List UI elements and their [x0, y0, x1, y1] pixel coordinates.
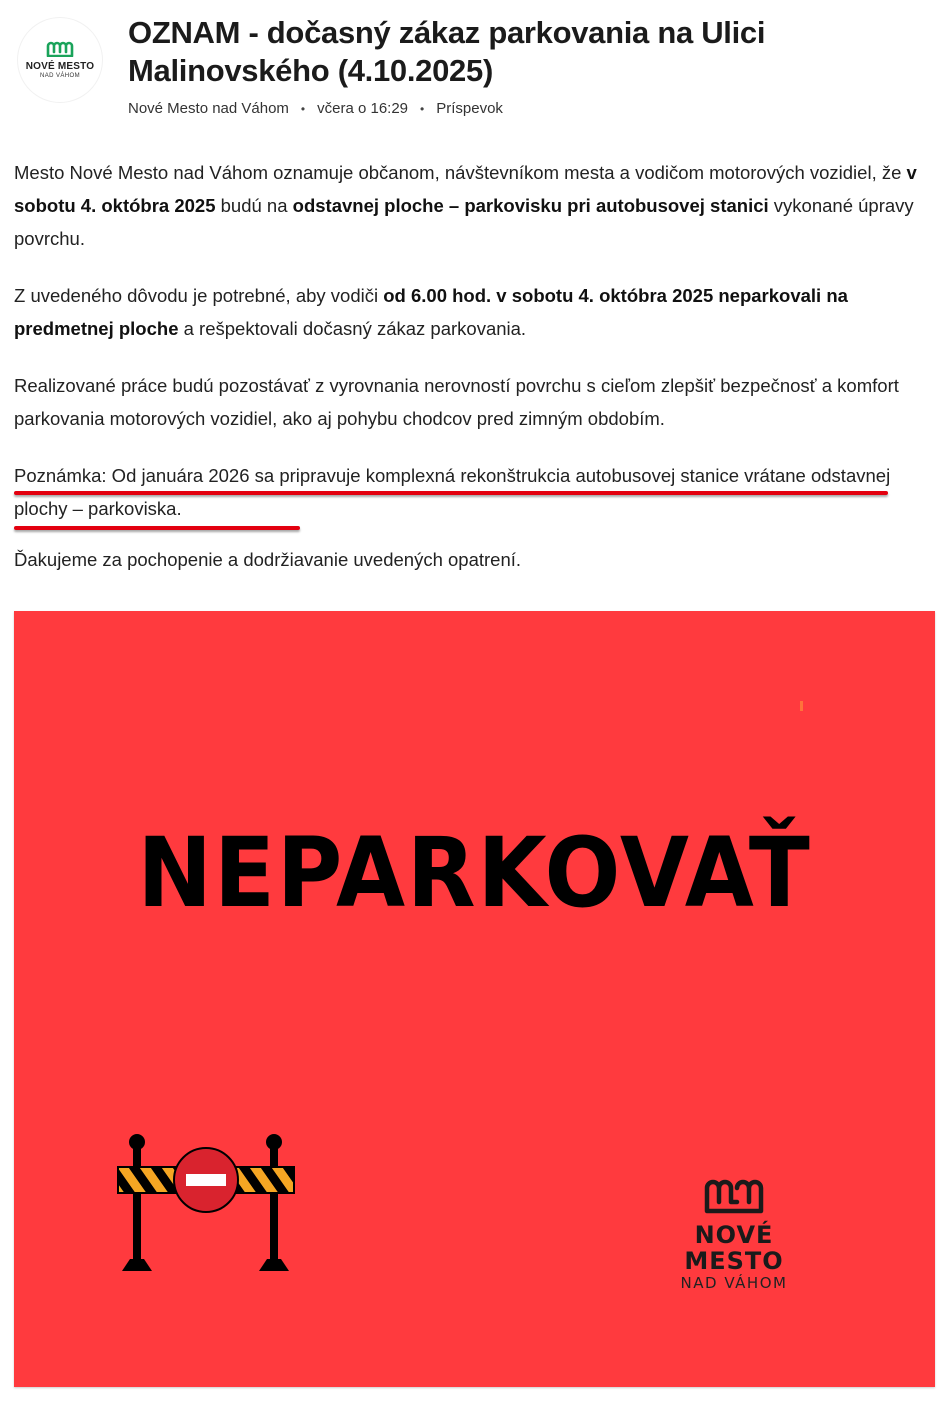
paragraph-note: Poznámka: Od januára 2026 sa pripravuje komplexná rekonštrukcia autobusovej stanice vrátane odstavnej plochy – parkoviska.	[14, 465, 891, 519]
city-logo-mark-icon	[703, 1176, 765, 1214]
post-header	[0, 0, 949, 130]
article-body	[14, 156, 924, 600]
highlight-underline	[14, 526, 300, 530]
image-logo-line2: NAD VÁHOM	[680, 1274, 788, 1292]
bold-location: odstavnej ploche – parkovisku pri autobusovej stanici	[292, 195, 769, 216]
bold-instruction: od 6.00 hod. v sobotu 4. októbra 2025 neparkovali na predmetnej ploche	[14, 285, 848, 339]
meta-separator: •	[300, 101, 306, 116]
highlight-underline	[14, 491, 888, 495]
author-link[interactable]: Nové Mesto nad Váhom	[128, 100, 289, 117]
text: Z uvedeného dôvodu je potrebné, aby vodiči	[14, 285, 384, 306]
post-image[interactable]	[14, 611, 935, 1387]
post-type: Príspevok	[436, 100, 503, 117]
road-barrier-icon	[114, 1131, 304, 1276]
image-logo-line1: NOVÉ MESTO	[684, 1221, 784, 1275]
avatar-brand-line1: NOVÉ MESTO	[25, 60, 95, 72]
image-artifact	[800, 701, 803, 711]
paragraph-requirement	[14, 279, 924, 345]
text: Mesto Nové Mesto nad Váhom oznamuje občanom, návštevníkom mesta a vodičom motorových vozidiel, že	[14, 162, 907, 183]
text: budú na	[215, 195, 293, 216]
post-title: OZNAM - dočasný zákaz parkovania na Ulici Malinovského (4.10.2025)	[128, 15, 766, 88]
author-avatar[interactable]	[18, 18, 102, 102]
paragraph-announcement	[14, 156, 924, 255]
bold-date: v sobotu 4. októbra 2025	[14, 162, 917, 216]
image-headline: NEPARKOVAŤ	[137, 817, 812, 929]
city-logo-mark-icon	[46, 41, 74, 57]
paragraph-thanks: Ďakujeme za pochopenie a dodržiavanie uvedených opatrení.	[14, 549, 522, 570]
image-city-logo	[644, 1176, 824, 1292]
post-timestamp[interactable]: včera o 16:29	[317, 100, 409, 117]
paragraph-works: Realizované práce budú pozostávať z vyrovnania nerovností povrchu s cieľom zlepšiť bezpečnosť a komfort parkovania motorových vozidiel, ako aj pohybu chodcov pred zimným obdobím.	[14, 375, 899, 429]
text: vykonané úpravy povrchu.	[14, 195, 914, 249]
post-meta	[128, 100, 503, 117]
avatar-brand-line2: NAD VÁHOM	[40, 72, 80, 79]
note-block	[14, 459, 924, 525]
text: a rešpektovali dočasný zákaz parkovania.	[178, 318, 527, 339]
meta-separator: •	[420, 101, 425, 116]
